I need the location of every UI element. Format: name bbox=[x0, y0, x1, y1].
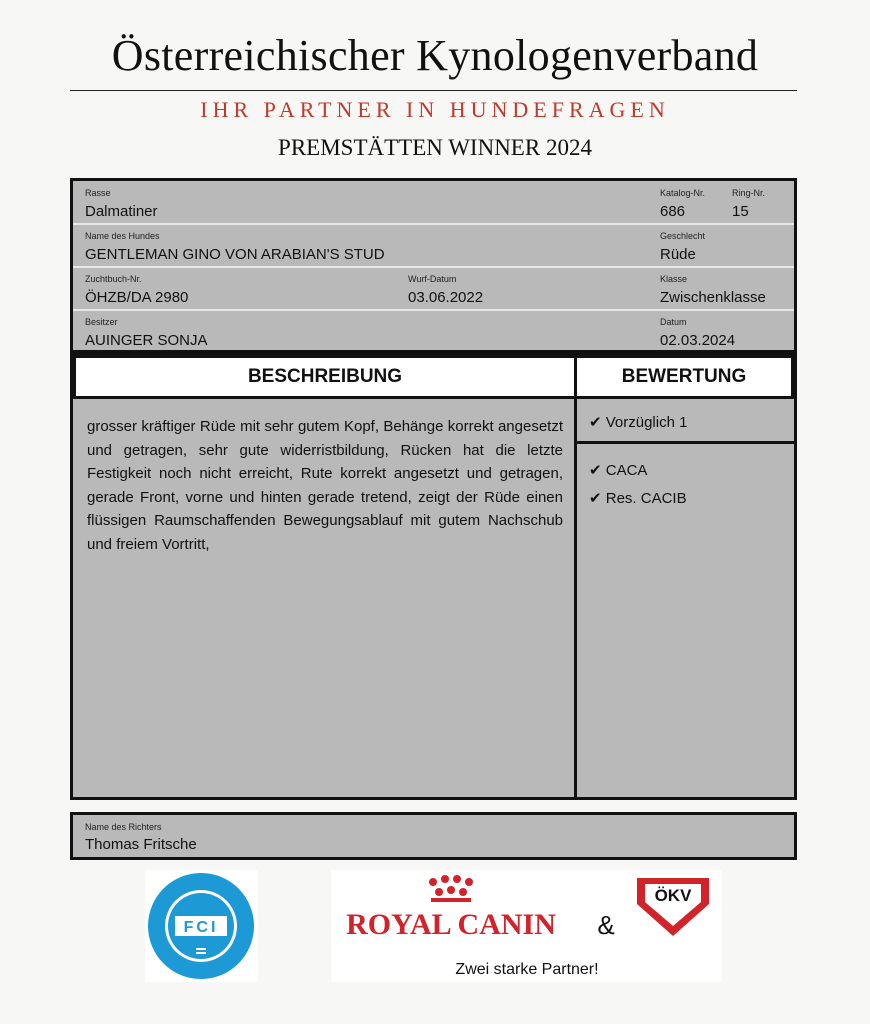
judge-panel bbox=[70, 812, 797, 860]
class-label: Klasse bbox=[660, 274, 688, 284]
rating-heading: BEWERTUNG bbox=[574, 355, 794, 399]
owner-value: AUINGER SONJA bbox=[85, 332, 208, 349]
description-heading: BESCHREIBUNG bbox=[73, 355, 577, 399]
sex-value: Rüde bbox=[660, 246, 696, 263]
row-divider bbox=[73, 266, 794, 268]
breed-label: Rasse bbox=[85, 188, 111, 198]
judge-value: Thomas Fritsche bbox=[85, 836, 197, 853]
column-divider bbox=[574, 355, 577, 797]
row-divider bbox=[73, 223, 794, 225]
org-title: Österreichischer Kynologenverband bbox=[111, 31, 759, 80]
class-value: Zwischenklasse bbox=[660, 289, 766, 306]
award-item: ✔ Res. CACIB bbox=[589, 490, 687, 507]
judging-panel bbox=[70, 352, 797, 800]
fci-logo bbox=[145, 870, 258, 982]
date-label: Datum bbox=[660, 317, 687, 327]
title-divider bbox=[70, 90, 797, 91]
catalog-value: 686 bbox=[660, 203, 686, 220]
royal-canin-wordmark: ROYAL CANIN bbox=[346, 908, 556, 941]
owner-label: Besitzer bbox=[85, 317, 118, 327]
catalog-label: Katalog-Nr. bbox=[660, 188, 706, 198]
partner-slogan: Zwei starke Partner! bbox=[455, 961, 599, 978]
row-divider bbox=[73, 309, 794, 311]
dog-info-panel bbox=[70, 178, 797, 353]
birth-date-label: Wurf-Datum bbox=[408, 274, 457, 284]
dog-name-label: Name des Hundes bbox=[85, 231, 160, 241]
okv-shield-icon bbox=[637, 878, 709, 936]
event-title: PREMSTÄTTEN WINNER 2024 bbox=[278, 135, 592, 160]
crown-icon bbox=[429, 875, 473, 902]
judge-label: Name des Richters bbox=[85, 822, 162, 832]
tagline: IHR PARTNER IN HUNDEFRAGEN bbox=[200, 97, 670, 122]
birth-date-value: 03.06.2022 bbox=[408, 289, 484, 306]
rating-grade: ✔ Vorzüglich 1 bbox=[589, 414, 688, 431]
ring-label: Ring-Nr. bbox=[732, 188, 766, 198]
fci-emblem-icon bbox=[145, 870, 258, 982]
award-item: ✔ CACA bbox=[589, 462, 648, 479]
breed-value: Dalmatiner bbox=[85, 203, 158, 220]
partner-logo-graphic bbox=[331, 870, 722, 982]
studbook-value: ÖHZB/DA 2980 bbox=[85, 289, 189, 306]
sex-label: Geschlecht bbox=[660, 231, 706, 241]
ampersand: & bbox=[597, 910, 615, 940]
rating-divider bbox=[577, 441, 794, 444]
date-value: 02.03.2024 bbox=[660, 332, 736, 349]
svg-text:FCI: FCI bbox=[183, 919, 219, 936]
partner-logo bbox=[331, 870, 722, 982]
description-text: grosser kräftiger Rüde mit sehr gutem Kopf, Behänge korrekt angesetzt und getragen, sehr gute widerristbildung, Rücken hat die letzte Festigkeit noch nicht erreicht, Rute korrekt angesetzt und getragen, gerade Front, vorne und hinten gerade tretend, zeigt der Rüde einen flüssigen Raumschaffenden Bewegungsablauf mit gutem Nachschub und freiem Vortritt, bbox=[87, 418, 563, 553]
ring-value: 15 bbox=[732, 203, 749, 220]
dog-name-value: GENTLEMAN GINO VON ARABIAN'S STUD bbox=[85, 246, 385, 263]
studbook-label: Zuchtbuch-Nr. bbox=[85, 274, 142, 284]
svg-text:ÖKV: ÖKV bbox=[654, 886, 692, 905]
